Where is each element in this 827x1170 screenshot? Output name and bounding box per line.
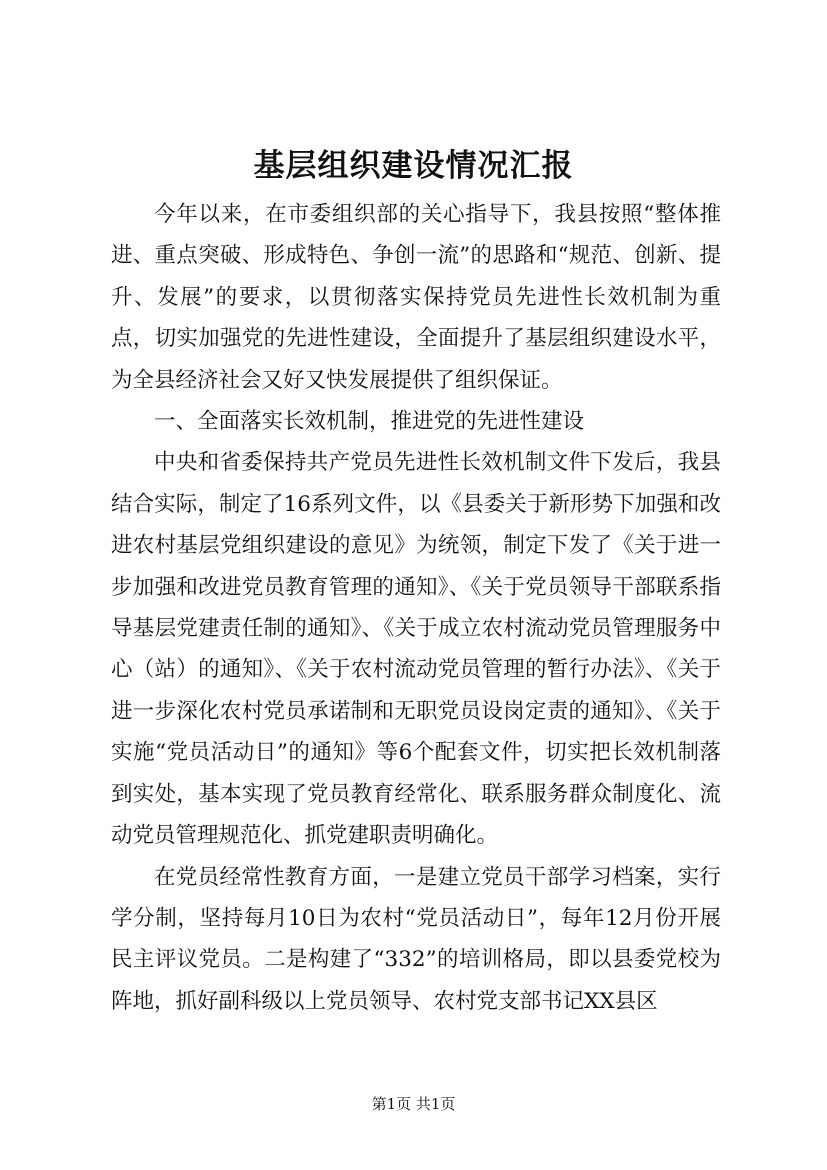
page-footer: 第1页 共1页 — [371, 1095, 456, 1113]
document-body — [111, 194, 721, 1022]
document-title: 基层组织建设情况汇报 — [253, 148, 574, 184]
paragraph-mechanism: 中央和省委保持共产党员先进性长效机制文件下发后，我县结合实际，制定了16系列文件，以《县委关于新形势下加强和改进农村基层党组织建设的意见》为统领，制定下发了《关于进一步加强和改进党员教育管理的通知》、《关于党员领导干部联系指导基层党建责任制的通知》、《关于成立农村流动党员管理服务中心（站）的通知》、《关于农村流动党员管理的暂行办法》、《关于进一步深化农村党员承诺制和无职党员设岗定责的通知》、《关于实施“党员活动日”的通知》等6个配套文件，切实把长效机制落到实处，基本实现了党员教育经常化、联系服务群众制度化、流动党员管理规范化、抓党建职责明确化。 — [111, 450, 721, 849]
paragraph-intro: 今年以来，在市委组织部的关心指导下，我县按照“整体推进、重点突破、形成特色、争创一流”的思路和“规范、创新、提升、发展”的要求，以贯彻落实保持党员先进性长效机制为重点，切实加强党的先进性建设，全面提升了基层组织建设水平，为全县经济社会又好又快发展提供了组织保证。 — [111, 202, 721, 393]
section-heading-1: 一、全面落实长效机制，推进党的先进性建设 — [154, 409, 585, 435]
paragraph-education: 在党员经常性教育方面，一是建立党员干部学习档案，实行学分制，坚持每月10日为农村“党员活动日”，每年12月份开展民主评议党员。二是构建了“332”的培训格局，即以县委党校为阵地，抓好副科级以上党员领导、农村党支部书记XX县区 — [111, 864, 721, 1014]
